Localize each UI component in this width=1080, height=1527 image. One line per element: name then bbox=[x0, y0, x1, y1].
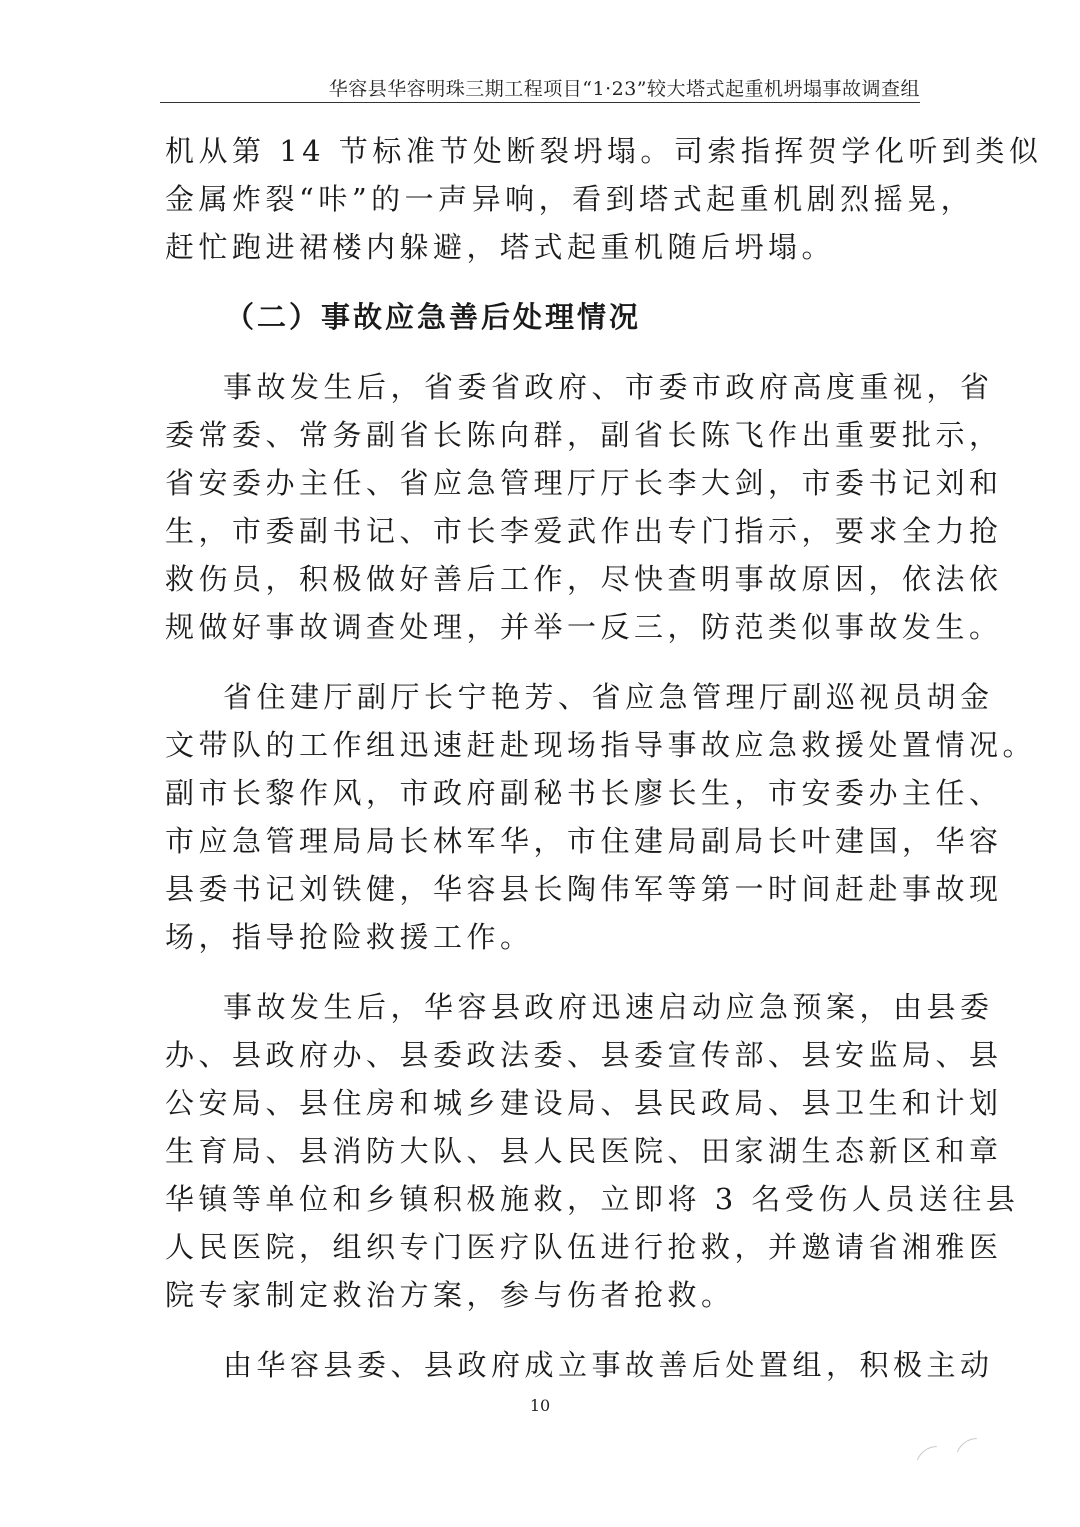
paragraph-line: 赶忙跑进裙楼内躲避，塔式起重机随后坍塌。 bbox=[165, 230, 836, 264]
paragraph-line: 生育局、县消防大队、县人民医院、田家湖生态新区和章 bbox=[165, 1134, 1003, 1168]
paragraph-line: 委常委、常务副省长陈向群，副省长陈飞作出重要批示， bbox=[165, 418, 1003, 452]
paragraph-line: 华镇等单位和乡镇积极施救，立即将 3 名受伤人员送往县 bbox=[165, 1182, 1020, 1216]
paragraph-line: 办、县政府办、县委政法委、县委宣传部、县安监局、县 bbox=[165, 1038, 1003, 1072]
paragraph-line: 市应急管理局局长林军华，市住建局副局长叶建国，华容 bbox=[165, 824, 1003, 858]
paragraph-line: 文带队的工作组迅速赶赴现场指导事故应急救援处置情况。 bbox=[165, 728, 1037, 762]
running-header bbox=[160, 72, 920, 103]
section-heading: （二）事故应急善后处理情况 bbox=[225, 300, 642, 334]
header-title: 华容县华容明珠三期工程项目“1·23”较大塔式起重机坍塌事故调查组 bbox=[328, 78, 920, 100]
paragraph-line: 院专家制定救治方案，参与伤者抢救。 bbox=[165, 1278, 735, 1312]
paragraph-line: 金属炸裂“咔”的一声异响，看到塔式起重机剧烈摇晃， bbox=[165, 182, 975, 216]
paragraph-line: 省安委办主任、省应急管理厅厅长李大剑，市委书记刘和 bbox=[165, 466, 1003, 500]
document-body bbox=[165, 130, 1043, 1392]
paragraph-line: 救伤员，积极做好善后工作，尽快查明事故原因，依法依 bbox=[165, 562, 1003, 596]
paragraph-line: 县委书记刘铁健，华容县长陶伟军等第一时间赶赴事故现 bbox=[165, 872, 1003, 906]
paragraph-line: 场，指导抢险救援工作。 bbox=[165, 920, 534, 954]
paragraph-line: 规做好事故调查处理，并举一反三，防范类似事故发生。 bbox=[165, 610, 1003, 644]
page-number: 10 bbox=[529, 1396, 551, 1415]
paragraph-line: 省住建厅副厅长宁艳芳、省应急管理厅副巡视员胡金 bbox=[223, 680, 994, 714]
paragraph-line: 事故发生后，省委省政府、市委市政府高度重视，省 bbox=[223, 370, 994, 404]
scan-mark-decoration bbox=[912, 1441, 951, 1477]
paragraph-line: 由华容县委、县政府成立事故善后处置组，积极主动 bbox=[223, 1348, 994, 1382]
paragraph-line: 人民医院，组织专门医疗队伍进行抢救，并邀请省湘雅医 bbox=[165, 1230, 1003, 1264]
paragraph-line: 机从第 14 节标准节处断裂坍塌。司索指挥贺学化听到类似 bbox=[165, 134, 1043, 168]
paragraph-line: 生，市委副书记、市长李爱武作出专门指示，要求全力抢 bbox=[165, 514, 1003, 548]
scan-mark-decoration bbox=[952, 1433, 991, 1469]
paragraph-line: 副市长黎作风，市政府副秘书长廖长生，市安委办主任、 bbox=[165, 776, 1003, 810]
paragraph-line: 公安局、县住房和城乡建设局、县民政局、县卫生和计划 bbox=[165, 1086, 1003, 1120]
paragraph-line: 事故发生后，华容县政府迅速启动应急预案，由县委 bbox=[223, 990, 994, 1024]
